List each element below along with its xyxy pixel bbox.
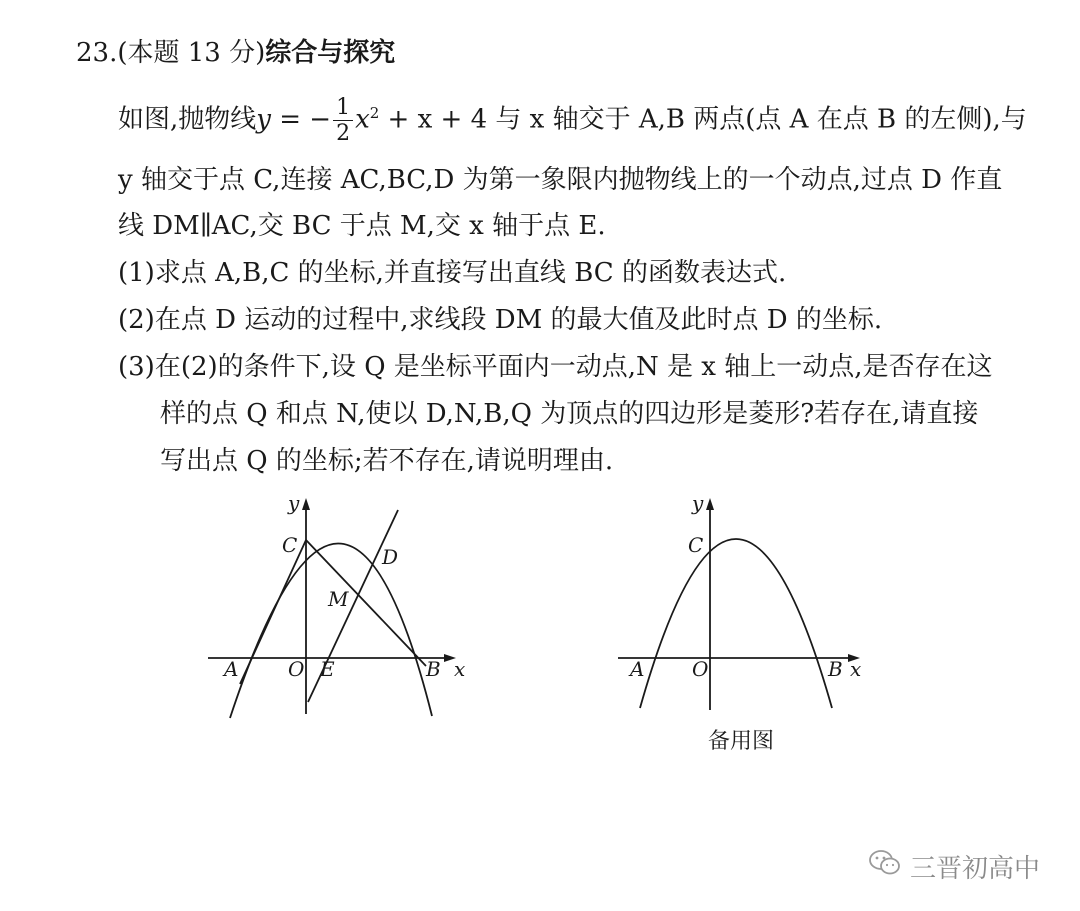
label-b: B <box>426 657 441 681</box>
question-1: (1)求点 A,B,C 的坐标,并直接写出直线 BC 的函数表达式. <box>118 258 787 288</box>
line-bc <box>306 540 426 666</box>
label-x: x <box>850 657 862 681</box>
parabola <box>230 543 432 718</box>
label-x: x <box>454 657 466 681</box>
wechat-icon <box>868 848 902 885</box>
watermark-text: 三晋初高中 <box>910 854 1041 884</box>
problem-number: 23. <box>76 38 118 68</box>
question-3-line-1: (3)在(2)的条件下,设 Q 是坐标平面内一动点,N 是 x 轴上一动点,是否存在这 <box>118 352 993 382</box>
label-o: O <box>288 657 305 681</box>
figure-2-caption: 备用图 <box>708 729 775 754</box>
problem-header <box>76 40 395 66</box>
figure-2 <box>610 490 880 720</box>
label-e: E <box>320 657 335 681</box>
label-c: C <box>282 533 298 557</box>
problem-topic: 综合与探究 <box>265 38 396 68</box>
label-a: A <box>224 657 239 681</box>
intro-line-3: 线 DM∥AC,交 BC 于点 M,交 x 轴于点 E. <box>118 211 606 241</box>
y-axis-arrow <box>706 498 714 510</box>
label-b: B <box>828 657 843 681</box>
label-o: O <box>692 657 709 681</box>
label-y: y <box>692 491 704 515</box>
intro-line-1: 如图,抛物线y = − $\frac{1}{2}$ $x^2 + x + 4$ 与 x 轴交于 A,B 两点(点 A 在点 B 的左侧),与 <box>118 95 1027 147</box>
problem-score: (本题 13 分) <box>117 38 266 68</box>
label-y: y <box>288 491 300 515</box>
label-m: M <box>328 587 349 611</box>
label-d: D <box>382 545 399 569</box>
figure-1 <box>200 490 480 720</box>
fraction-one-half: $\frac{1}{2}$ <box>333 96 353 145</box>
intro-line-2: y 轴交于点 C,连接 AC,BC,D 为第一象限内抛物线上的一个动点,过点 D 作直 <box>118 165 1003 195</box>
watermark <box>868 848 1040 885</box>
question-3-line-3: 写出点 Q 的坐标;若不存在,请说明理由. <box>160 446 614 476</box>
question-3-line-2: 样的点 Q 和点 N,使以 D,N,B,Q 为顶点的四边形是菱形?若存在,请直接 <box>160 399 979 429</box>
label-a: A <box>630 657 645 681</box>
label-c: C <box>688 533 704 557</box>
parabola <box>640 539 832 708</box>
question-2: (2)在点 D 运动的过程中,求线段 DM 的最大值及此时点 D 的坐标. <box>118 305 883 335</box>
y-axis-arrow <box>302 498 310 510</box>
